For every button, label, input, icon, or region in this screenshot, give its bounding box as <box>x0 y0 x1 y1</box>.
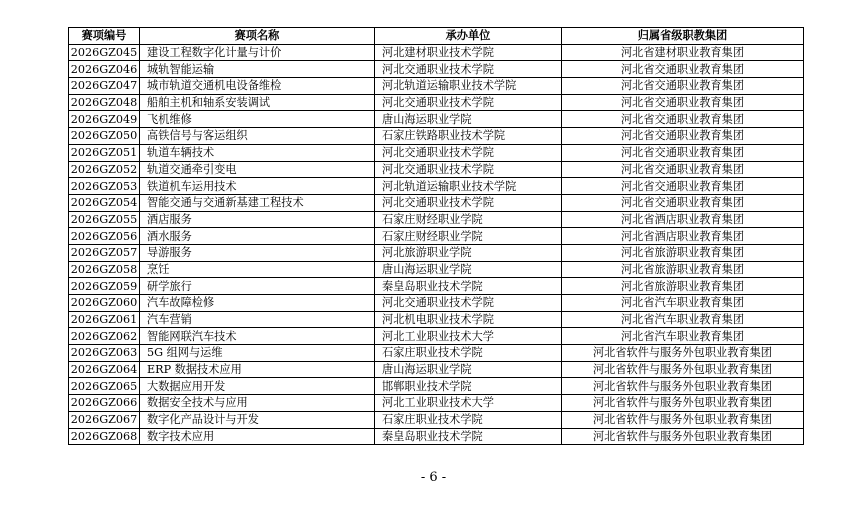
cell-host: 唐山海运职业学院 <box>375 361 562 378</box>
cell-host: 邯郸职业技术学院 <box>375 378 562 395</box>
header-host: 承办单位 <box>375 28 562 45</box>
cell-group: 河北省交通职业教育集团 <box>562 94 804 111</box>
cell-code: 2026GZ054 <box>69 194 140 211</box>
cell-name: 城市轨道交通机电设备维检 <box>140 78 375 95</box>
cell-name: 智能交通与交通新基建工程技术 <box>140 194 375 211</box>
competition-table <box>68 27 804 445</box>
header-row <box>69 28 804 45</box>
cell-host: 河北建材职业技术学院 <box>375 44 562 61</box>
cell-name: 城轨智能运输 <box>140 61 375 78</box>
table-row <box>69 345 804 362</box>
cell-group: 河北省建材职业教育集团 <box>562 44 804 61</box>
cell-name: 智能网联汽车技术 <box>140 328 375 345</box>
cell-host: 河北交通职业技术学院 <box>375 94 562 111</box>
cell-host: 石家庄财经职业学院 <box>375 228 562 245</box>
cell-name: 酒店服务 <box>140 211 375 228</box>
cell-host: 河北轨道运输职业技术学院 <box>375 78 562 95</box>
cell-code: 2026GZ067 <box>69 411 140 428</box>
cell-name: 烹饪 <box>140 261 375 278</box>
cell-host: 河北交通职业技术学院 <box>375 61 562 78</box>
cell-group: 河北省汽车职业教育集团 <box>562 295 804 312</box>
cell-group: 河北省酒店职业教育集团 <box>562 228 804 245</box>
cell-group: 河北省软件与服务外包职业教育集团 <box>562 395 804 412</box>
cell-group: 河北省软件与服务外包职业教育集团 <box>562 345 804 362</box>
cell-code: 2026GZ048 <box>69 94 140 111</box>
cell-code: 2026GZ045 <box>69 44 140 61</box>
cell-group: 河北省交通职业教育集团 <box>562 144 804 161</box>
cell-group: 河北省旅游职业教育集团 <box>562 278 804 295</box>
cell-name: 导游服务 <box>140 244 375 261</box>
cell-host: 河北机电职业技术学院 <box>375 311 562 328</box>
cell-code: 2026GZ058 <box>69 261 140 278</box>
cell-name: 轨道交通牵引变电 <box>140 161 375 178</box>
cell-code: 2026GZ061 <box>69 311 140 328</box>
table-row <box>69 395 804 412</box>
cell-code: 2026GZ057 <box>69 244 140 261</box>
cell-code: 2026GZ066 <box>69 395 140 412</box>
table-row <box>69 228 804 245</box>
cell-code: 2026GZ068 <box>69 428 140 445</box>
cell-code: 2026GZ065 <box>69 378 140 395</box>
table-row <box>69 211 804 228</box>
table-row <box>69 361 804 378</box>
table-row <box>69 161 804 178</box>
cell-code: 2026GZ055 <box>69 211 140 228</box>
cell-group: 河北省交通职业教育集团 <box>562 111 804 128</box>
cell-name: 铁道机车运用技术 <box>140 178 375 195</box>
cell-code: 2026GZ062 <box>69 328 140 345</box>
table-row <box>69 278 804 295</box>
cell-host: 唐山海运职业学院 <box>375 261 562 278</box>
cell-code: 2026GZ046 <box>69 61 140 78</box>
table-row <box>69 311 804 328</box>
cell-host: 河北工业职业技术大学 <box>375 395 562 412</box>
cell-name: 酒水服务 <box>140 228 375 245</box>
cell-group: 河北省交通职业教育集团 <box>562 161 804 178</box>
cell-code: 2026GZ047 <box>69 78 140 95</box>
cell-name: 研学旅行 <box>140 278 375 295</box>
table-row <box>69 128 804 145</box>
cell-host: 唐山海运职业学院 <box>375 111 562 128</box>
table-row <box>69 111 804 128</box>
cell-name: ERP 数据技术应用 <box>140 361 375 378</box>
header-code: 赛项编号 <box>69 28 140 45</box>
table-row <box>69 144 804 161</box>
table-body <box>69 44 804 445</box>
cell-host: 河北交通职业技术学院 <box>375 161 562 178</box>
cell-name: 大数据应用开发 <box>140 378 375 395</box>
cell-name: 数据安全技术与应用 <box>140 395 375 412</box>
cell-name: 5G 组网与运维 <box>140 345 375 362</box>
table-row <box>69 44 804 61</box>
cell-code: 2026GZ051 <box>69 144 140 161</box>
cell-code: 2026GZ049 <box>69 111 140 128</box>
cell-name: 轨道车辆技术 <box>140 144 375 161</box>
cell-name: 飞机维修 <box>140 111 375 128</box>
cell-host: 河北交通职业技术学院 <box>375 144 562 161</box>
cell-group: 河北省软件与服务外包职业教育集团 <box>562 428 804 445</box>
cell-group: 河北省交通职业教育集团 <box>562 178 804 195</box>
table-row <box>69 428 804 445</box>
cell-group: 河北省汽车职业教育集团 <box>562 311 804 328</box>
table-row <box>69 61 804 78</box>
cell-name: 高铁信号与客运组织 <box>140 128 375 145</box>
table-row <box>69 295 804 312</box>
table-row <box>69 94 804 111</box>
cell-host: 秦皇岛职业技术学院 <box>375 278 562 295</box>
cell-name: 建设工程数字化计量与计价 <box>140 44 375 61</box>
cell-code: 2026GZ052 <box>69 161 140 178</box>
cell-code: 2026GZ059 <box>69 278 140 295</box>
cell-code: 2026GZ063 <box>69 345 140 362</box>
cell-host: 河北交通职业技术学院 <box>375 295 562 312</box>
cell-group: 河北省酒店职业教育集团 <box>562 211 804 228</box>
table-row <box>69 328 804 345</box>
cell-code: 2026GZ053 <box>69 178 140 195</box>
cell-group: 河北省交通职业教育集团 <box>562 61 804 78</box>
cell-group: 河北省旅游职业教育集团 <box>562 261 804 278</box>
cell-name: 汽车故障检修 <box>140 295 375 312</box>
page-number: - 6 - <box>420 470 447 485</box>
table-row <box>69 411 804 428</box>
cell-name: 汽车营销 <box>140 311 375 328</box>
cell-group: 河北省软件与服务外包职业教育集团 <box>562 411 804 428</box>
cell-host: 河北工业职业技术大学 <box>375 328 562 345</box>
cell-group: 河北省汽车职业教育集团 <box>562 328 804 345</box>
cell-group: 河北省交通职业教育集团 <box>562 194 804 211</box>
cell-name: 数字化产品设计与开发 <box>140 411 375 428</box>
table-row <box>69 261 804 278</box>
cell-host: 石家庄职业技术学院 <box>375 345 562 362</box>
cell-code: 2026GZ050 <box>69 128 140 145</box>
cell-host: 河北交通职业技术学院 <box>375 194 562 211</box>
cell-group: 河北省软件与服务外包职业教育集团 <box>562 361 804 378</box>
cell-host: 河北轨道运输职业技术学院 <box>375 178 562 195</box>
table-row <box>69 194 804 211</box>
cell-name: 船舶主机和轴系安装调试 <box>140 94 375 111</box>
cell-host: 秦皇岛职业技术学院 <box>375 428 562 445</box>
header-name: 赛项名称 <box>140 28 375 45</box>
cell-host: 石家庄职业技术学院 <box>375 411 562 428</box>
cell-host: 石家庄铁路职业技术学院 <box>375 128 562 145</box>
cell-code: 2026GZ060 <box>69 295 140 312</box>
cell-group: 河北省软件与服务外包职业教育集团 <box>562 378 804 395</box>
table-header <box>69 28 804 45</box>
header-group: 归属省级职教集团 <box>562 28 804 45</box>
cell-host: 石家庄财经职业学院 <box>375 211 562 228</box>
cell-host: 河北旅游职业学院 <box>375 244 562 261</box>
cell-group: 河北省交通职业教育集团 <box>562 78 804 95</box>
cell-code: 2026GZ064 <box>69 361 140 378</box>
cell-name: 数字技术应用 <box>140 428 375 445</box>
table-row <box>69 244 804 261</box>
competition-table-container <box>68 27 803 445</box>
table-row <box>69 78 804 95</box>
cell-code: 2026GZ056 <box>69 228 140 245</box>
table-row <box>69 378 804 395</box>
table-row <box>69 178 804 195</box>
cell-group: 河北省旅游职业教育集团 <box>562 244 804 261</box>
cell-group: 河北省交通职业教育集团 <box>562 128 804 145</box>
